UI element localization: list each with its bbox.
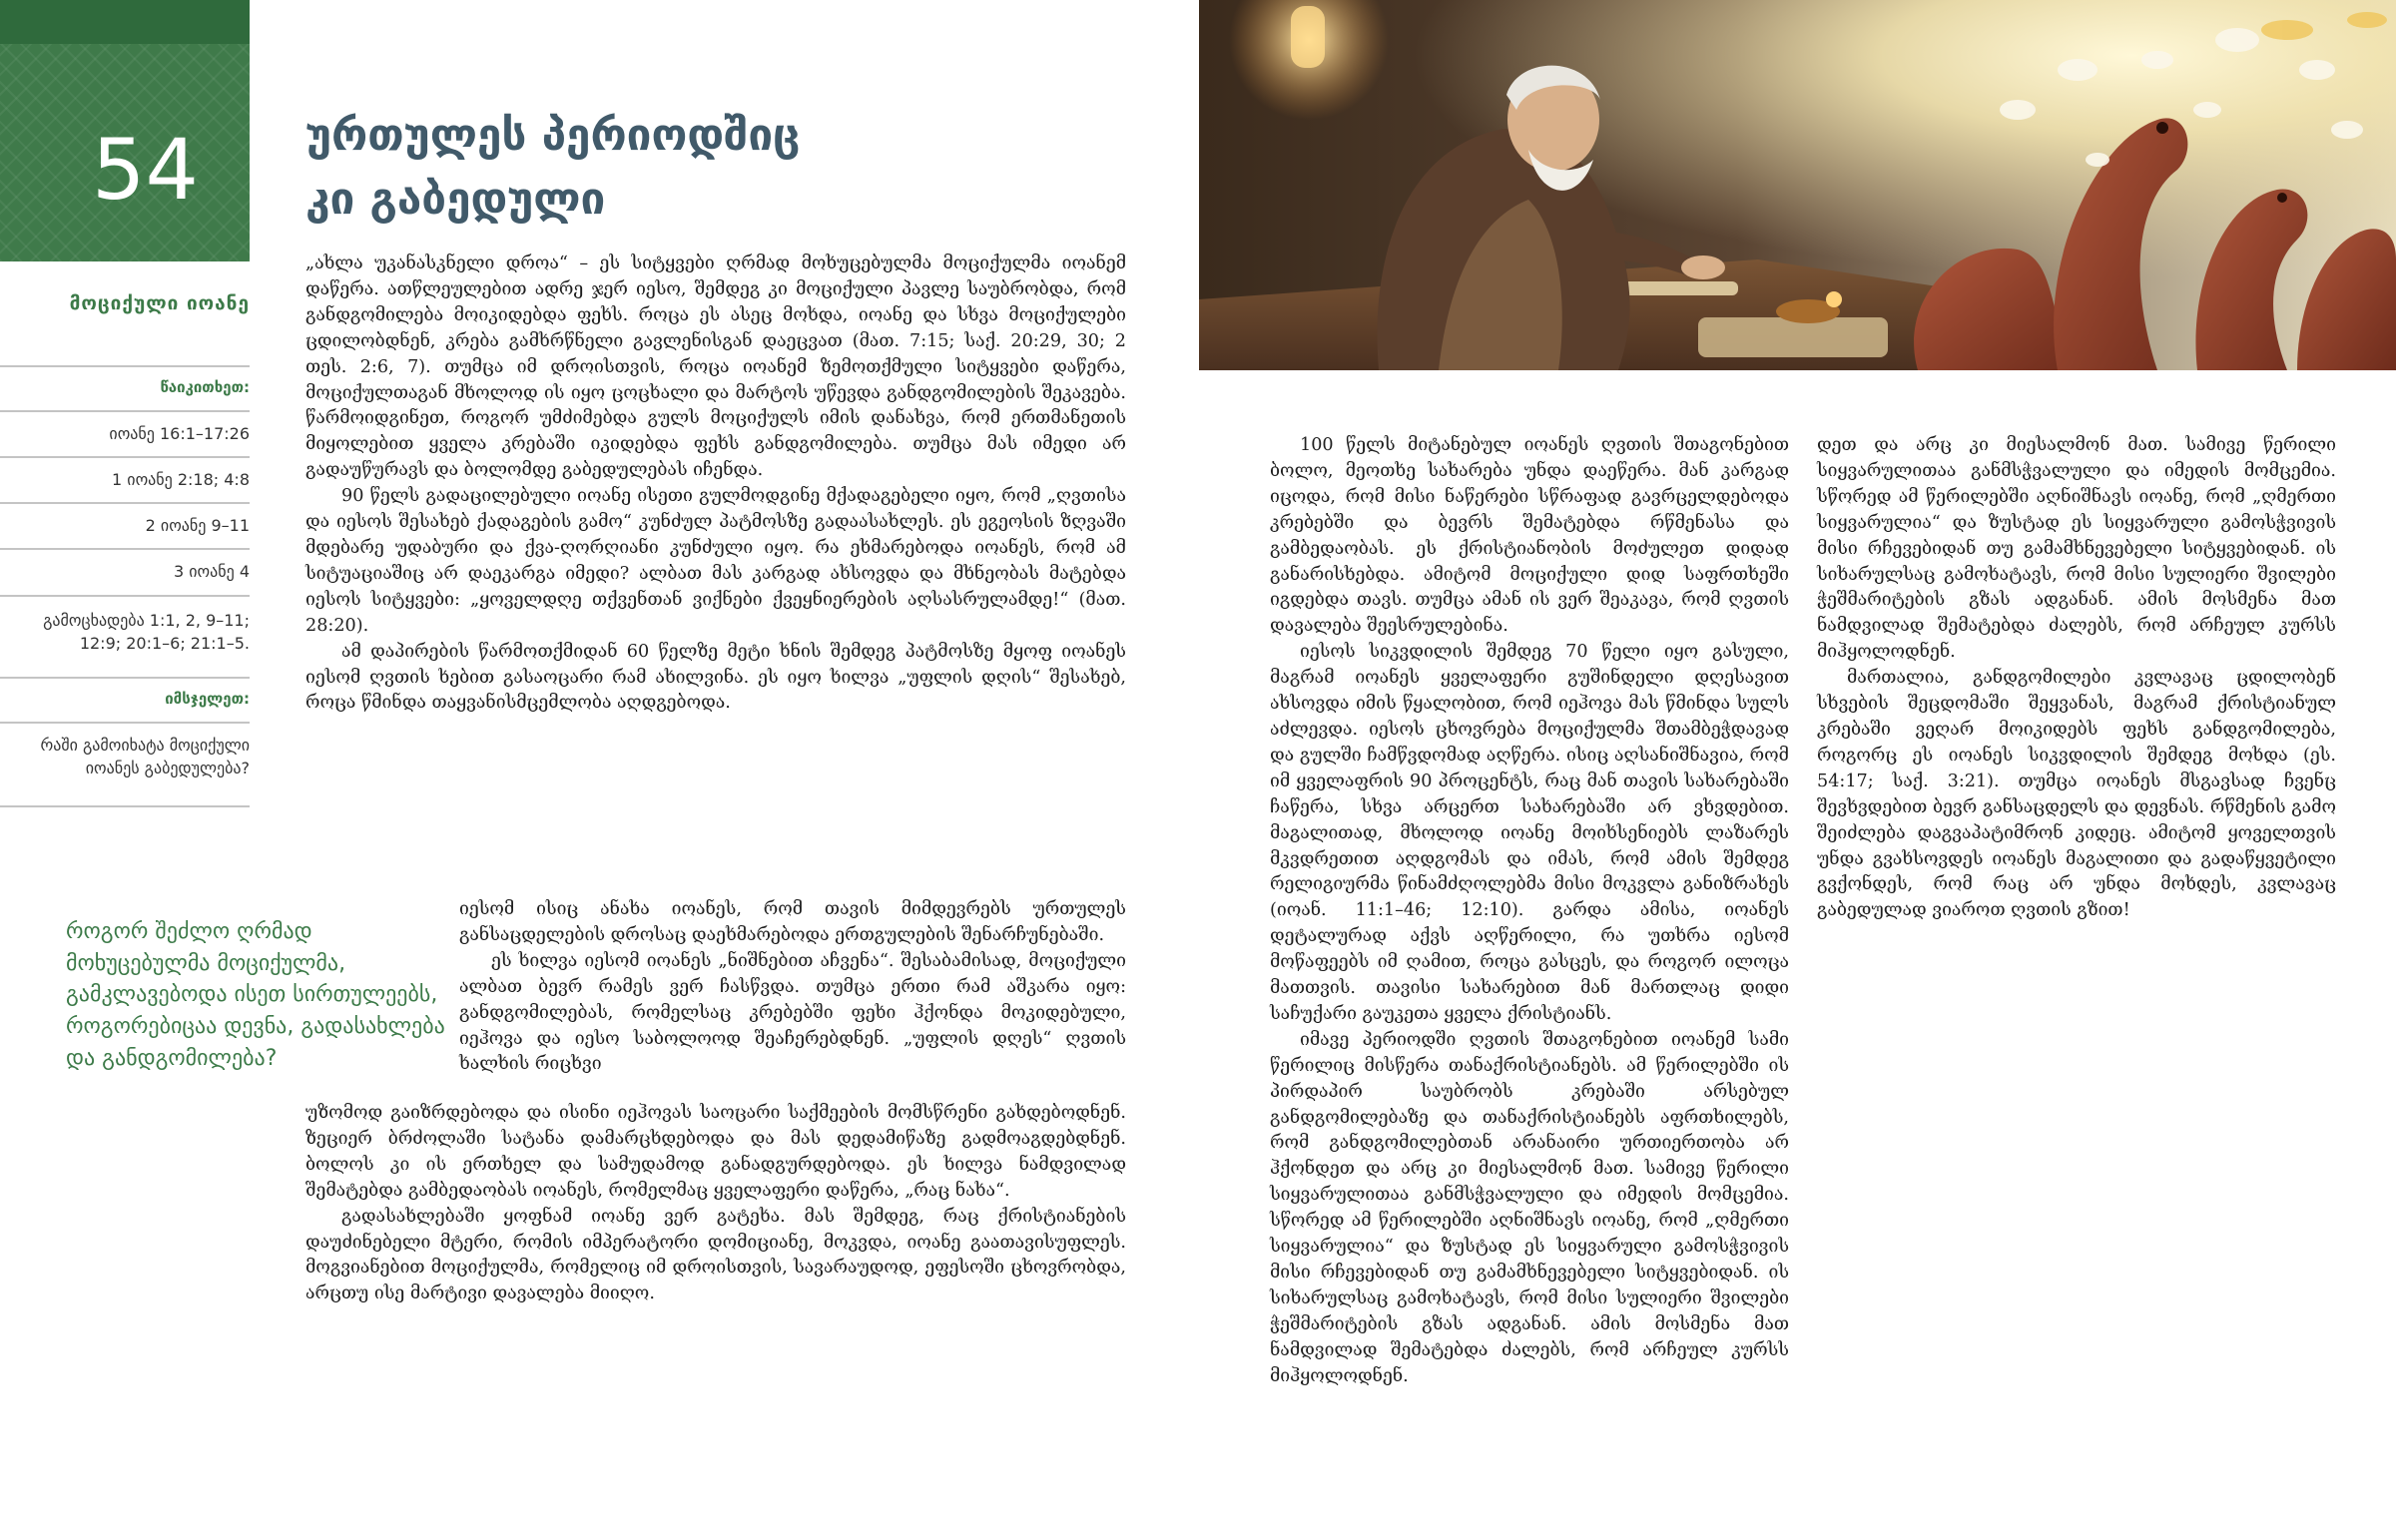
paragraph: იესოს სიკვდილის შემდეგ 70 წელი იყო გასული, მაგრამ იოანეს ყველაფერი გუშინდელი დღესავით ახსოვდა იმის წყალობით, რომ იეჰოვა მას წმინდა სულს აძლევდა. იესოს ცხოვრება მოციქულმა შთამბეჭდავად და გულში ჩამწვდომად აღწერა. ისიც აღსანიშნავია, რომ იმ ყველაფრის 90 პროცენტს, რაც მან თავის სახარებაში ჩაწერა, სხვა არცერთ სახარებაში არ ვხვდებით. მაგალითად, მხოლოდ იოანე მოიხსენიებს ლაზარეს მკვდრეთით აღდგომას და იმას, რომ ამის შემდეგ რელიგიურმა წინამძღოლებმა მისი მოკვლა განიზრახეს (იოან. 11:1–46; 12:10). გარდა ამისა, იოანეს დეტალურად აქვს აღწერილი, რა უთხრა იესომ მოწაფეებს იმ ღამით, როცა გასცეს, და როგორ ილოცა მათთვის. თავისი სახარებით მან მართლაც დიდი საჩუქარი გაუკეთა ყველა ქრისტიანს. bbox=[1270, 642, 1789, 1024]
reading-item[interactable]: 1 იოანე 2:18; 4:8 bbox=[0, 456, 250, 502]
discuss-question: რაში გამოიხატა მოციქული იოანეს გაბედულება? bbox=[0, 722, 250, 807]
paragraph: 100 წელს მიტანებულ იოანეს ღვთის შთაგონებით ბოლო, მეოთხე სახარება უნდა დაეწერა. მან კარგად იცოდა, რომ მისი ნაწერები სწრაფად გავრცელდებოდა კრებებში და ბევრს შემატებდა რწმენასა და გამბედაობას. ეს ქრისტიანობის მოძულეთ დიდად განარისხებდა. ამიტომ მოციქული დიდ საფრთხეში იგდებდა თავს. თუმცა ამან ის ვერ შეაკავა, რომ ღვთის დავალება შეესრულებინა. bbox=[1270, 435, 1789, 637]
body-column-3 bbox=[1817, 433, 2336, 924]
section-title: მოციქული იოანე bbox=[69, 292, 250, 314]
sidebar bbox=[0, 0, 250, 1540]
paragraph: უზომოდ გაიზრდებოდა და ისინი იეჰოვას საოცარი საქმეების მომსწრენი გახდებოდნენ. ზეციერ ბრძოლაში სატანა დამარცხდებოდა და მას დედამიწაზე გადმოაგდებდნენ. ბოლოს კი ის ერთხელ და სამუდამოდ განადგურდებოდა. ეს ხილვა ნამდვილად შემატებდა გამბედაობას იოანეს, რომელმაც ყველაფერი დაწერა, „რაც ნახა“. bbox=[305, 1103, 1126, 1201]
pull-question: როგორ შეძლო ღრმად მოხუცებულმა მოციქულმა, გამკლავებოდა ისეთ სირთულეებს, როგორებიცაა დევნა, გადასახლება და განდგომილება? bbox=[66, 919, 445, 1071]
body-column-1-wrap bbox=[459, 897, 1126, 1078]
paragraph: ეს ხილვა იესომ იოანეს „ნიშნებით აჩვენა“. შესაბამისად, მოციქული ალბათ ბევრ რამეს ვერ ჩასწვდა. თუმცა ერთი რამ აშკარა იყო: განდგომილებას, რომელსაც კრებებში ფეხი ჰქონდა მოკიდებული, იეჰოვა და იესო საბოლოოდ შეაჩერებდნენ. „უფლის დღეს“ ღვთის ხალხის რიცხვი bbox=[459, 950, 1126, 1075]
read-label: წაიკითხეთ: bbox=[0, 365, 250, 410]
reading-list bbox=[0, 365, 250, 807]
body-column-2 bbox=[1270, 433, 1789, 1386]
body-column-1-lower bbox=[305, 1101, 1126, 1307]
reading-item[interactable]: 3 იოანე 4 bbox=[0, 548, 250, 594]
chapter-number: 54 bbox=[92, 121, 199, 219]
page-title bbox=[305, 104, 1064, 232]
paragraph: მართალია, განდგომილები კვლავაც ცდილობენ სხვების შეცდომაში შეყვანას, მაგრამ ქრისტიანულ კრებაში ვეღარ მოიკიდებს ფეხს განდგომილება, როგორც ეს იოანეს სიკვდილის შემდეგ მოხდა (ეს. 54:17; საქ. 3:21). თუმცა იოანეს მსგავსად ჩვენც შევხვდებით ბევრ განსაცდელს და დევნას. რწმენის გამო შეიძლება დაგვაპატიმრონ კიდეც. ამიტომ ყოველთვის უნდა გვახსოვდეს იოანეს მაგალითი და გადაწყვეტილი გვქონდეს, რომ რაც არ უნდა მოხდეს, კვლავაც გაბედულად ვიაროთ ღვთის გზით! bbox=[1817, 668, 2336, 921]
paragraph: 90 წელს გადაცილებული იოანე ისეთი გულმოდგინე მქადაგებელი იყო, რომ „ღვთისა და იესოს შესახებ ქადაგების გამო“ კუნძულ პატმოსზე გადაასახლეს. ეს ეგეოსის ზღვაში მდებარე უდაბური და ქვა-ღორღიანი კუნძული იყო. რა ეხმარებოდა იოანეს, რომ ამ სიტუაციაშიც არ დაეკარგა იმედი? ალბათ მას კარგად ახსოვდა და მხნეობას მატებდა იესოს სიტყვები: „ყოველდღე თქვენთან ვიქნები ქვეყნიერების აღსასრულამდე!“ (მათ. 28:20). bbox=[305, 486, 1126, 636]
paragraph: გადასახლებაში ყოფნამ იოანე ვერ გატეხა. მას შემდეგ, რაც ქრისტიანების დაუძინებელი მტერი, რომის იმპერატორი დომიციანე, მოკვდა, იოანე გაათავისუფლეს. მოგვიანებით მოციქულმა, რომელიც იმ დროისთვის, სავარაუდოდ, ეფესოში ცხოვრობდა, არცთუ ისე მარტივი დავალება მიიღო. bbox=[305, 1206, 1126, 1304]
reading-item[interactable]: იოანე 16:1–17:26 bbox=[0, 410, 250, 456]
reading-item[interactable]: 2 იოანე 9–11 bbox=[0, 502, 250, 548]
paragraph: „ახლა უკანასკნელი დროა“ – ეს სიტყვები ღრმად მოხუცებულმა მოციქულმა იოანემ დაწერა. ათწლეულებით ადრე ჯერ იესო, შემდეგ კი მოციქული პავლე საუბრობდა, რომ განდგომილება მოიკიდებდა ფეხს. როცა ეს ასეც მოხდა, იოანე და სხვა მოციქულები ცდილობდნენ, კრება გამხრწნელი გავლენისგან დაეცვათ (მათ. 7:15; საქ. 20:29, 30; 2 თეს. 2:6, 7). თუმცა იმ დროისთვის, როცა იოანემ ზემოთქმული სიტყვები დაწერა, მოციქულთაგან მხოლოდ ის იყო ცოცხალი და მარტოს უწევდა განდგომილების შეკავება. წარმოიდგინეთ, როგორ უმძიმებდა გულს მოციქულს იმის დანახვა, რომ ერთმანეთის მიყოლებით ყველა კრებაში იკიდებდა ფეხს განდგომილება. თუმცა მას იმედი არ გადაუწურავს და ბოლომდე გაბედულებას იჩენდა. bbox=[305, 254, 1126, 481]
paragraph: იმავე პერიოდში ღვთის შთაგონებით იოანემ სამი წერილიც მისწერა თანაქრისტიანებს. ამ წერილებში ის პირდაპირ საუბრობს კრებაში არსებულ განდგომილებაზე და თანაქრისტიანებს აფრთხილებს, რომ განდგომილებთან არანაირი ურთიერთობა არ ჰქონდეთ და არც კი მიესალმონ მათ. სამივე წერილი სიყვარულითაა განმსჭვალული და იმედის მომცემია. სწორედ ამ წერილებში აღნიშნავს იოანე, რომ „ღმერთი სიყვარულია“ და ზუსტად ეს სიყვარული გამოსჭვივის მისი რჩევებიდან თუ გამამხნევებელი სიტყვებიდან. ის სიხარულსაც გამოხატავს, რომ მისი სულიერი შვილები ჭეშმარიტების გზას ადგანან. ამის მოსმენა მათ ნამდვილად შემატებდა ძალებს, რომ არჩეულ კურსს მიჰყოლოდნენ. bbox=[1270, 1029, 1789, 1386]
illustration-apostle-john-vision bbox=[1199, 0, 2396, 370]
paragraph-continued: დეთ და არც კი მიესალმონ მათ. სამივე წერილი სიყვარულითაა განმსჭვალული და იმედის მომცემია. სწორედ ამ წერილებში აღნიშნავს იოანე, რომ „ღმერთი სიყვარულია“ და ზუსტად ეს სიყვარული გამოსჭვივის მისი რჩევებიდან თუ გამამხნევებელი სიტყვებიდან. ის სიხარულსაც გამოხატავს, რომ მისი სულიერი შვილები ჭეშმარიტების გზას ადგანან. ამის მოსმენა მათ ნამდვილად შემატებდა ძალებს, რომ არჩეულ კურსს მიჰყოლოდნენ. bbox=[1817, 435, 2336, 663]
title-line: ურთულეს პერიოდშიც bbox=[305, 110, 801, 161]
body-column-1 bbox=[305, 252, 1126, 717]
illustration-art bbox=[1199, 0, 2396, 370]
chapter-badge-band bbox=[0, 0, 250, 44]
chapter-badge bbox=[0, 0, 250, 261]
reading-item[interactable]: გამოცხადება 1:1, 2, 9–11; 12:9; 20:1–6; 21:1–5. bbox=[0, 595, 250, 677]
paragraph: იესომ ისიც ანახა იოანეს, რომ თავის მიმდევრებს ურთულეს განსაცდელების დროსაც დაეხმარებოდა ერთგულების შენარჩუნებაში. bbox=[459, 899, 1126, 945]
title-line: კი გაბედული bbox=[305, 173, 606, 225]
paragraph: ამ დაპირების წარმოთქმიდან 60 წელზე მეტი ხნის შემდეგ პატმოსზე მყოფ იოანეს იესომ ღვთის ხებით გასაოცარი რამ ახილვინა. ეს იყო ხილვა „უფლის დღის“ შესახებ, როცა წმინდა თაყვანისმცემლობა აღდგებოდა. bbox=[305, 641, 1126, 714]
discuss-label: იმსჯელეთ: bbox=[0, 677, 250, 722]
